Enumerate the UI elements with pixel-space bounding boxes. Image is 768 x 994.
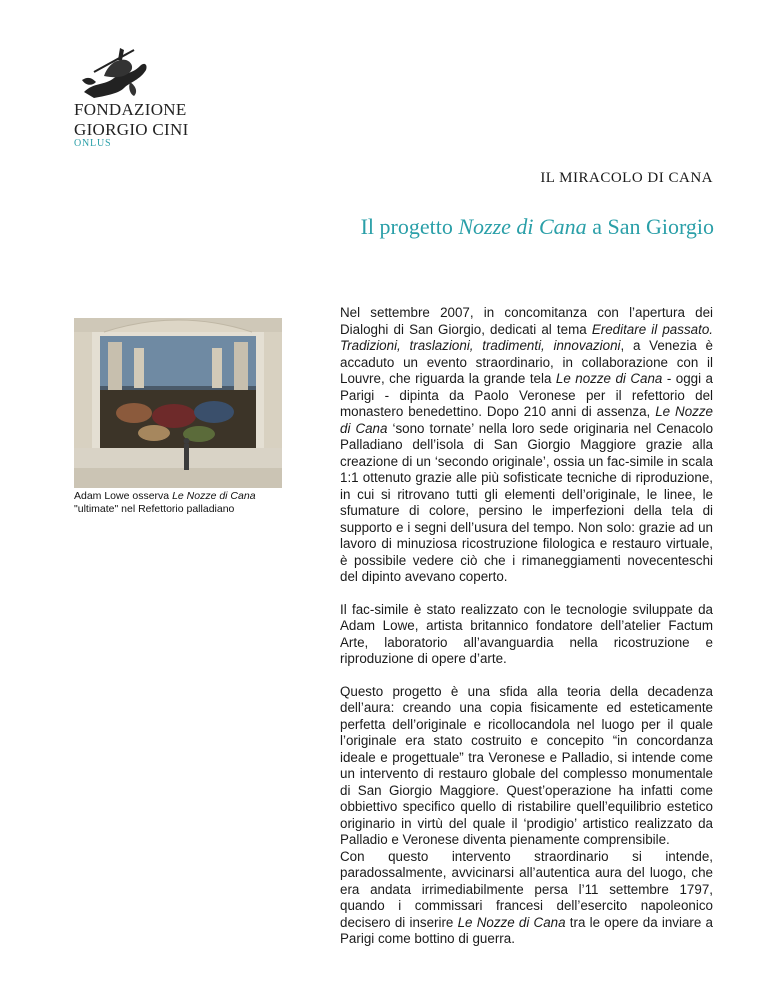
p1-text-c: , a Venezia è accaduto un evento straordinario, in collaborazione con il Louvre, che riguarda la grande tela — [340, 338, 713, 386]
org-name-line1: FONDAZIONE — [74, 100, 187, 119]
section-title: IL MIRACOLO DI CANA — [540, 170, 713, 186]
p4-text-c: tra le opere da inviare a Parigi come bottino di guerra. — [340, 914, 713, 946]
paragraph-1 — [340, 305, 713, 586]
caption-pre: Adam Lowe osserva — [74, 490, 173, 502]
caption-italic: Le Nozze di Cana — [172, 490, 256, 502]
p1-italic-d: Le nozze di Cana — [555, 371, 663, 386]
p1-text-e: - oggi a Parigi - dipinta da Paolo Veronese per il refettorio del monastero benedettino. Dopo 210 anni di assenza, — [340, 371, 713, 419]
main-title-pre: Il progetto — [360, 214, 459, 239]
p1-italic-f: Le Nozze di Cana — [340, 404, 713, 436]
photo-caption — [74, 490, 294, 516]
paragraph-2: Il fac-simile è stato realizzato con le tecnologie sviluppate da Adam Lowe, artista britannico fondatore dell’atelier Factum Arte, laboratorio all’avanguardia nella ricostruzione e riproduzione di opere d’arte. — [340, 601, 713, 666]
paragraph-4 — [340, 849, 713, 948]
org-name-line2: GIORGIO CINI — [74, 120, 189, 139]
refectory-photo — [74, 318, 282, 488]
p1-text-g: ‘sono tornate’ nella loro sede originaria nel Cenacolo Palladiano dell’isola di San Giorgio Maggiore grazie alla creazione di un ‘secondo originale’, ossia un fac-simile in scala 1:1 ottenuto grazie alle più sofisticate tecniche di riproduzione, in cui si ritrovano tutti gli elementi dell’originale, le linee, le sfumature di colore, persino le imperfezioni della tela di supporto e i segni dell’usura del tempo. Non solo: grazie ad un lavoro di minuziosa ricostruzione filologica e restauro virtuale, è possibile vedere ciò che i rimaneggiamenti novecenteschi del dipinto avevano coperto. — [340, 420, 714, 584]
p4-italic-b: Le Nozze di Cana — [457, 914, 566, 930]
st-george-dragon-logo-icon — [74, 42, 154, 102]
p1-italic-b: Ereditare il passato. Tradizioni, traslazioni, tradimenti, innovazioni — [340, 321, 713, 353]
caption-post: "ultimate" nel Refettorio palladiano — [74, 503, 235, 515]
p4-text-a: Con questo intervento straordinario si intende, paradossalmente, avvicinarsi all’autentica aura del luogo, che era andata irrimediabilmente persa l’11 settembre 1797, quando i commissari francesi dell’esercito napoleonico decisero di inserire — [340, 848, 713, 930]
main-title-italic: Nozze di Cana — [458, 214, 587, 239]
p1-text-a: Nel settembre 2007, in concomitanza con l’apertura dei Dialoghi di San Giorgio, dedicati al tema — [340, 305, 713, 337]
body-text — [340, 305, 713, 964]
main-title-post: a San Giorgio — [586, 214, 714, 239]
org-name-line3: ONLUS — [74, 138, 112, 149]
paragraph-3: Questo progetto è una sfida alla teoria della decadenza dell’aura: creando una copia fisicamente ed esteticamente perfetta dell’originale e ricollocandola nel luogo per il quale l’originale era stato costruito e concepito “in concordanza ideale e progettuale” tra Veronese e Palladio, si intende come un intervento di restauro globale del complesso monumentale di San Giorgio Maggiore. Quest’operazione ha infatti come obbiettivo specifico quello di ristabilire quell’equilibrio estetico originario in virtù del quale il ‘prodigio’ artistico realizzato da Palladio e Veronese diventa pienamente comprensibile. — [340, 683, 713, 847]
main-title — [361, 214, 714, 240]
